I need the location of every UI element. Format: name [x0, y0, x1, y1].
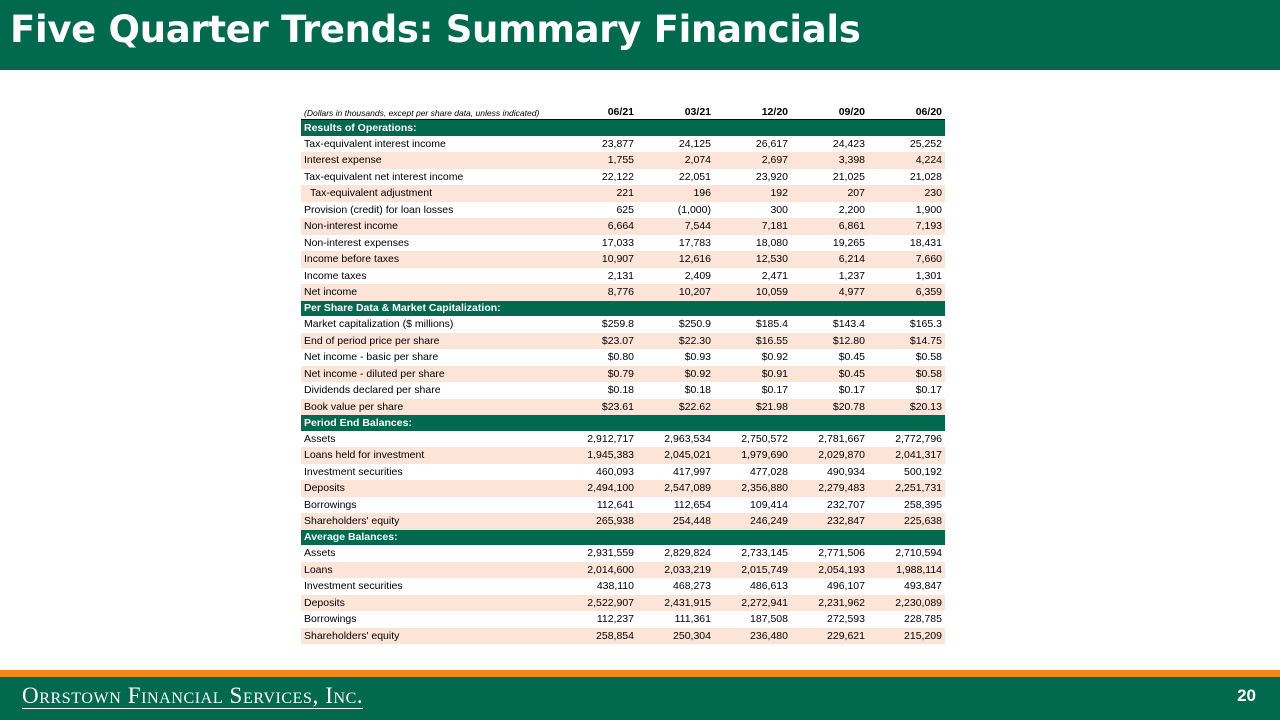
table-row [301, 333, 945, 350]
value-cell: 4,977 [791, 284, 868, 301]
row-label: Non-interest income [301, 218, 560, 235]
row-label: Net income - diluted per share [301, 366, 560, 383]
table-body [301, 120, 945, 645]
value-cell: 2,409 [684, 269, 711, 282]
value-cell: 17,033 [601, 236, 634, 249]
table-row [301, 268, 945, 285]
table-row [301, 366, 945, 383]
value-cell: $185.4 [755, 318, 788, 331]
value-cell: $250.9 [678, 318, 711, 331]
table-row [301, 497, 945, 514]
value-cell: 2,771,506 [818, 547, 865, 560]
value-cell: 300 [770, 203, 788, 216]
value-cell: $22.62 [637, 399, 714, 416]
value-cell: 23,920 [755, 170, 788, 183]
column-header: 03/21 [637, 96, 714, 120]
value-cell: 109,414 [750, 498, 788, 511]
value-cell: 2,697 [714, 152, 791, 169]
row-label: Book value per share [301, 399, 560, 416]
value-cell: 7,181 [714, 218, 791, 235]
table-row [301, 136, 945, 153]
section-title: Results of Operations: [301, 120, 945, 136]
section-title: Period End Balances: [301, 415, 945, 431]
row-label: Net income - basic per share [304, 351, 439, 364]
value-cell: 468,273 [673, 580, 711, 593]
value-cell: 6,359 [868, 284, 945, 301]
value-cell: 215,209 [868, 628, 945, 645]
value-cell: 2,074 [637, 152, 714, 169]
value-cell: 486,613 [750, 580, 788, 593]
value-cell: 192 [714, 185, 791, 202]
value-cell: $21.98 [714, 399, 791, 416]
table-row [301, 202, 945, 219]
value-cell: 4,224 [868, 152, 945, 169]
value-cell: $0.45 [838, 351, 865, 364]
value-cell: 24,423 [832, 137, 865, 150]
footer-accent-line [0, 670, 1280, 677]
value-cell: 2,230,089 [868, 595, 945, 612]
value-cell: 232,707 [827, 498, 865, 511]
value-cell: 246,249 [714, 513, 791, 530]
value-cell: 2,045,021 [637, 447, 714, 464]
row-label: End of period price per share [301, 333, 560, 350]
value-cell: 2,015,749 [714, 562, 791, 579]
value-cell: $23.61 [560, 399, 637, 416]
value-cell: 2,131 [607, 269, 634, 282]
value-cell: 477,028 [750, 465, 788, 478]
table-row [301, 382, 945, 399]
value-cell: $0.92 [761, 351, 788, 364]
row-label: Non-interest expenses [304, 236, 410, 249]
row-label: Assets [304, 547, 336, 560]
row-label: Investment securities [304, 465, 403, 478]
value-cell: $0.45 [791, 366, 868, 383]
value-cell: 1,755 [560, 152, 637, 169]
value-cell: 2,471 [761, 269, 788, 282]
value-cell: 225,638 [868, 513, 945, 530]
value-cell: $16.55 [714, 333, 791, 350]
value-cell: 2,033,219 [637, 562, 714, 579]
row-label: Market capitalization ($ millions) [304, 318, 454, 331]
row-label: Shareholders' equity [301, 628, 560, 645]
value-cell: 18,080 [755, 236, 788, 249]
value-cell: 229,621 [791, 628, 868, 645]
value-cell: 2,494,100 [560, 480, 637, 497]
value-cell: 500,192 [904, 465, 942, 478]
value-cell: $0.93 [684, 351, 711, 364]
value-cell: (1,000) [677, 203, 711, 216]
table-row [301, 513, 945, 530]
value-cell: 2,231,962 [791, 595, 868, 612]
value-cell: 7,660 [868, 251, 945, 268]
value-cell: 265,938 [560, 513, 637, 530]
value-cell: 10,907 [560, 251, 637, 268]
value-cell: $0.18 [607, 384, 634, 397]
value-cell: $12.80 [791, 333, 868, 350]
table-row [301, 218, 945, 235]
value-cell: 207 [791, 185, 868, 202]
table-row [301, 447, 945, 464]
value-cell: $22.30 [637, 333, 714, 350]
value-cell: 6,214 [791, 251, 868, 268]
value-cell: 258,395 [904, 498, 942, 511]
page-number: 20 [1237, 686, 1256, 705]
column-header: 06/20 [868, 96, 945, 120]
value-cell: $259.8 [601, 318, 634, 331]
value-cell: 230 [868, 185, 945, 202]
table-row [301, 349, 945, 366]
value-cell: 2,781,667 [818, 432, 865, 445]
value-cell: 2,431,915 [637, 595, 714, 612]
row-label: Provision (credit) for loan losses [304, 203, 454, 216]
value-cell: 417,997 [673, 465, 711, 478]
row-label: Dividends declared per share [304, 384, 441, 397]
column-header: 06/21 [560, 96, 637, 120]
value-cell: $0.80 [607, 351, 634, 364]
value-cell: 1,301 [915, 269, 942, 282]
row-label: Tax-equivalent interest income [304, 137, 446, 150]
value-cell: 18,431 [909, 236, 942, 249]
value-cell: 2,029,870 [791, 447, 868, 464]
table-row [301, 545, 945, 562]
value-cell: 2,963,534 [664, 432, 711, 445]
value-cell: 23,877 [601, 137, 634, 150]
value-cell: 221 [560, 185, 637, 202]
value-cell: $0.58 [915, 351, 942, 364]
value-cell: 1,979,690 [714, 447, 791, 464]
value-cell: 2,251,731 [868, 480, 945, 497]
value-cell: 2,356,880 [714, 480, 791, 497]
table-row [301, 611, 945, 628]
value-cell: 625 [616, 203, 634, 216]
value-cell: 26,617 [755, 137, 788, 150]
table-note: (Dollars in thousands, except per share data, unless indicated) [301, 96, 560, 120]
slide-title: Five Quarter Trends: Summary Financials [10, 8, 861, 51]
table-row [301, 316, 945, 333]
value-cell: 493,847 [904, 580, 942, 593]
column-header: 09/20 [791, 96, 868, 120]
value-cell: 1,900 [915, 203, 942, 216]
value-cell: 258,854 [560, 628, 637, 645]
value-cell: 460,093 [596, 465, 634, 478]
section-header-row [301, 530, 945, 546]
value-cell: 112,654 [673, 498, 711, 511]
table-row [301, 284, 945, 301]
row-label: Shareholders' equity [301, 513, 560, 530]
table-row [301, 628, 945, 645]
value-cell: 22,051 [678, 170, 711, 183]
row-label: Income before taxes [301, 251, 560, 268]
value-cell: 438,110 [596, 580, 634, 593]
value-cell: $0.79 [560, 366, 637, 383]
row-label: Borrowings [304, 498, 357, 511]
table-row [301, 578, 945, 595]
value-cell: $0.58 [868, 366, 945, 383]
value-cell: 10,059 [714, 284, 791, 301]
table-row [301, 169, 945, 186]
title-bar [0, 0, 1280, 70]
value-cell: 187,508 [750, 613, 788, 626]
value-cell: 112,237 [596, 613, 634, 626]
section-header-row [301, 301, 945, 317]
value-cell: $14.75 [868, 333, 945, 350]
value-cell: $23.07 [560, 333, 637, 350]
section-header-row [301, 120, 945, 136]
value-cell: 24,125 [678, 137, 711, 150]
value-cell: 2,279,483 [791, 480, 868, 497]
row-label: Tax-equivalent adjustment [301, 185, 560, 202]
value-cell: 112,641 [596, 498, 634, 511]
value-cell: 2,750,572 [741, 432, 788, 445]
financials-table [301, 96, 945, 644]
value-cell: 232,847 [791, 513, 868, 530]
value-cell: 2,272,941 [714, 595, 791, 612]
value-cell: $0.17 [915, 384, 942, 397]
value-cell: 2,829,824 [664, 547, 711, 560]
value-cell: 111,361 [674, 613, 711, 626]
table-row [301, 562, 945, 579]
table-row [301, 152, 945, 169]
value-cell: 2,710,594 [895, 547, 942, 560]
row-label: Deposits [301, 480, 560, 497]
value-cell: 272,593 [827, 613, 865, 626]
table-row [301, 251, 945, 268]
value-cell: 21,025 [832, 170, 865, 183]
value-cell: 2,547,089 [637, 480, 714, 497]
value-cell: 12,616 [637, 251, 714, 268]
value-cell: 6,861 [791, 218, 868, 235]
table-row [301, 480, 945, 497]
value-cell: 2,912,717 [587, 432, 634, 445]
value-cell: 8,776 [560, 284, 637, 301]
value-cell: 250,304 [637, 628, 714, 645]
value-cell: 3,398 [791, 152, 868, 169]
section-header-row [301, 415, 945, 431]
value-cell: 22,122 [601, 170, 634, 183]
value-cell: 2,772,796 [895, 432, 942, 445]
value-cell: $0.18 [684, 384, 711, 397]
value-cell: $165.3 [909, 318, 942, 331]
row-label: Loans [301, 562, 560, 579]
value-cell: 1,945,383 [560, 447, 637, 464]
table-row [301, 464, 945, 481]
row-label: Deposits [301, 595, 560, 612]
value-cell: 496,107 [827, 580, 865, 593]
row-label: Tax-equivalent net interest income [304, 170, 464, 183]
value-cell: $0.92 [637, 366, 714, 383]
section-title: Average Balances: [301, 530, 945, 546]
table-row [301, 185, 945, 202]
company-logo: Orrstown Financial Services, Inc. [22, 683, 364, 708]
value-cell: 7,193 [868, 218, 945, 235]
row-label: Assets [304, 432, 336, 445]
value-cell: 254,448 [637, 513, 714, 530]
section-title: Per Share Data & Market Capitalization: [301, 301, 945, 317]
value-cell: 2,014,600 [560, 562, 637, 579]
value-cell: 1,237 [838, 269, 865, 282]
table-row [301, 399, 945, 416]
table-row [301, 235, 945, 252]
value-cell: 2,931,559 [587, 547, 634, 560]
value-cell: 2,522,907 [560, 595, 637, 612]
value-cell: 196 [637, 185, 714, 202]
value-cell: 10,207 [637, 284, 714, 301]
value-cell: $143.4 [832, 318, 865, 331]
row-label: Net income [301, 284, 560, 301]
value-cell: 17,783 [678, 236, 711, 249]
value-cell: 21,028 [909, 170, 942, 183]
column-header: 12/20 [714, 96, 791, 120]
value-cell: $0.17 [761, 384, 788, 397]
value-cell: $0.17 [838, 384, 865, 397]
value-cell: $20.78 [791, 399, 868, 416]
table-row [301, 431, 945, 448]
value-cell: 25,252 [909, 137, 942, 150]
value-cell: 6,664 [560, 218, 637, 235]
value-cell: 228,785 [904, 613, 942, 626]
value-cell: 1,988,114 [868, 562, 945, 579]
row-label: Interest expense [301, 152, 560, 169]
row-label: Investment securities [304, 580, 403, 593]
value-cell: $0.91 [714, 366, 791, 383]
value-cell: 2,041,317 [868, 447, 945, 464]
value-cell: 2,200 [838, 203, 865, 216]
value-cell: 2,054,193 [791, 562, 868, 579]
row-label: Borrowings [304, 613, 357, 626]
table-row [301, 595, 945, 612]
value-cell: $20.13 [868, 399, 945, 416]
value-cell: 7,544 [637, 218, 714, 235]
row-label: Loans held for investment [301, 447, 560, 464]
value-cell: 236,480 [714, 628, 791, 645]
value-cell: 2,733,145 [741, 547, 788, 560]
value-cell: 12,530 [714, 251, 791, 268]
table-header-row [301, 96, 945, 120]
value-cell: 19,265 [832, 236, 865, 249]
row-label: Income taxes [304, 269, 367, 282]
value-cell: 490,934 [827, 465, 865, 478]
